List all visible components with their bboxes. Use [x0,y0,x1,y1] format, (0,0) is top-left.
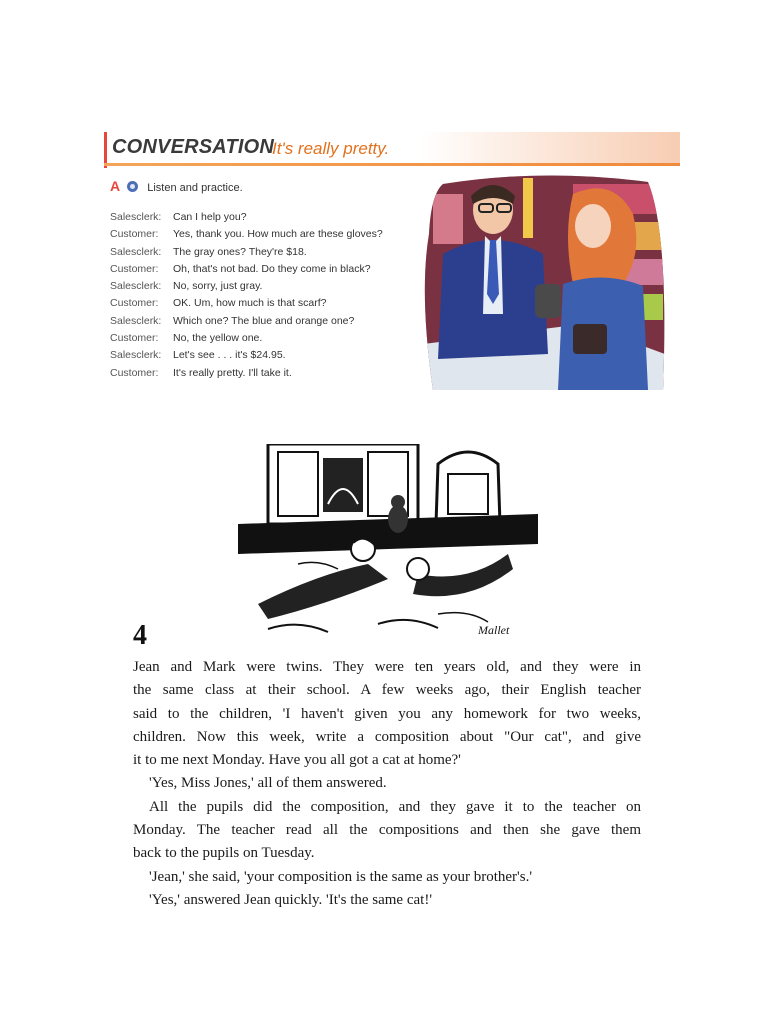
children-and-cat-illustration [238,444,538,640]
line-text: Which one? The blue and orange one? [173,314,355,327]
speaker: Salesclerk: [110,280,162,293]
line-text: OK. Um, how much is that scarf? [173,297,327,310]
story-text [133,656,641,912]
dialogue-line [110,330,420,347]
story-line: 'Jean,' she said, 'your composition is the same as your brother's.' [149,868,533,885]
audio-cd-icon[interactable] [127,181,138,192]
header-rule [104,163,680,166]
speaker: Salesclerk: [110,245,162,258]
speaker: Customer: [110,297,159,310]
line-text: No, the yellow one. [173,332,263,345]
line-text: Let's see . . . it's $24.95. [173,349,286,362]
story-line: children. Now this week, write a composition about "Our cat", and give [133,728,641,745]
dialogue-line [110,244,420,261]
dialogue-line [110,295,420,312]
shop-scene-illustration [423,174,665,390]
conversation-title: CONVERSATION [112,136,275,158]
illustration-signature: Mallet [478,623,510,637]
line-text: No, sorry, just gray. [173,280,263,293]
story-line: said to the children, 'I haven't given you any homework for two weeks, [133,705,641,722]
line-text: Yes, thank you. How much are these gloves? [173,228,383,241]
dialogue-line [110,209,420,226]
speaker: Customer: [110,262,159,275]
dialogue [110,209,420,382]
speaker: Salesclerk: [110,314,162,327]
story-number: 4 [133,620,147,651]
task-instruction-row [110,178,243,194]
conversation-header [104,132,680,172]
line-text: The gray ones? They're $18. [173,245,307,258]
story-line: back to the pupils on Tuesday. [133,845,315,862]
task-letter: A [110,178,121,194]
story-line: the same class at their school. A few weeks ago, their English teacher [133,682,641,699]
speaker: Customer: [110,332,159,345]
dialogue-line [110,261,420,278]
dialogue-line [110,278,420,295]
task-instruction: Listen and practice. [147,182,243,194]
story-line: 'Yes,' answered Jean quickly. 'It's the same cat!' [149,891,433,908]
conversation-subtitle: It's really pretty. [272,139,390,158]
speaker: Customer: [110,228,159,241]
story-line: All the pupils did the composition, and they gave it to the teacher on [149,798,641,815]
dialogue-line [110,226,420,243]
story-line: Jean and Mark were twins. They were ten years old, and they were in [133,659,641,675]
speaker: Customer: [110,366,159,379]
line-text: It's really pretty. I'll take it. [173,366,292,379]
story-line: it to me next Monday. Have you all got a cat at home?' [133,752,461,769]
line-text: Can I help you? [173,211,247,223]
speaker: Salesclerk: [110,349,162,362]
story-line: Monday. The teacher read all the compositions and then she gave them [133,822,641,839]
dialogue-line [110,347,420,364]
dialogue-line [110,313,420,330]
line-text: Oh, that's not bad. Do they come in black? [173,262,371,275]
dialogue-line [110,365,420,382]
story-line: 'Yes, Miss Jones,' all of them answered. [149,775,387,792]
speaker: Salesclerk: [110,211,162,223]
